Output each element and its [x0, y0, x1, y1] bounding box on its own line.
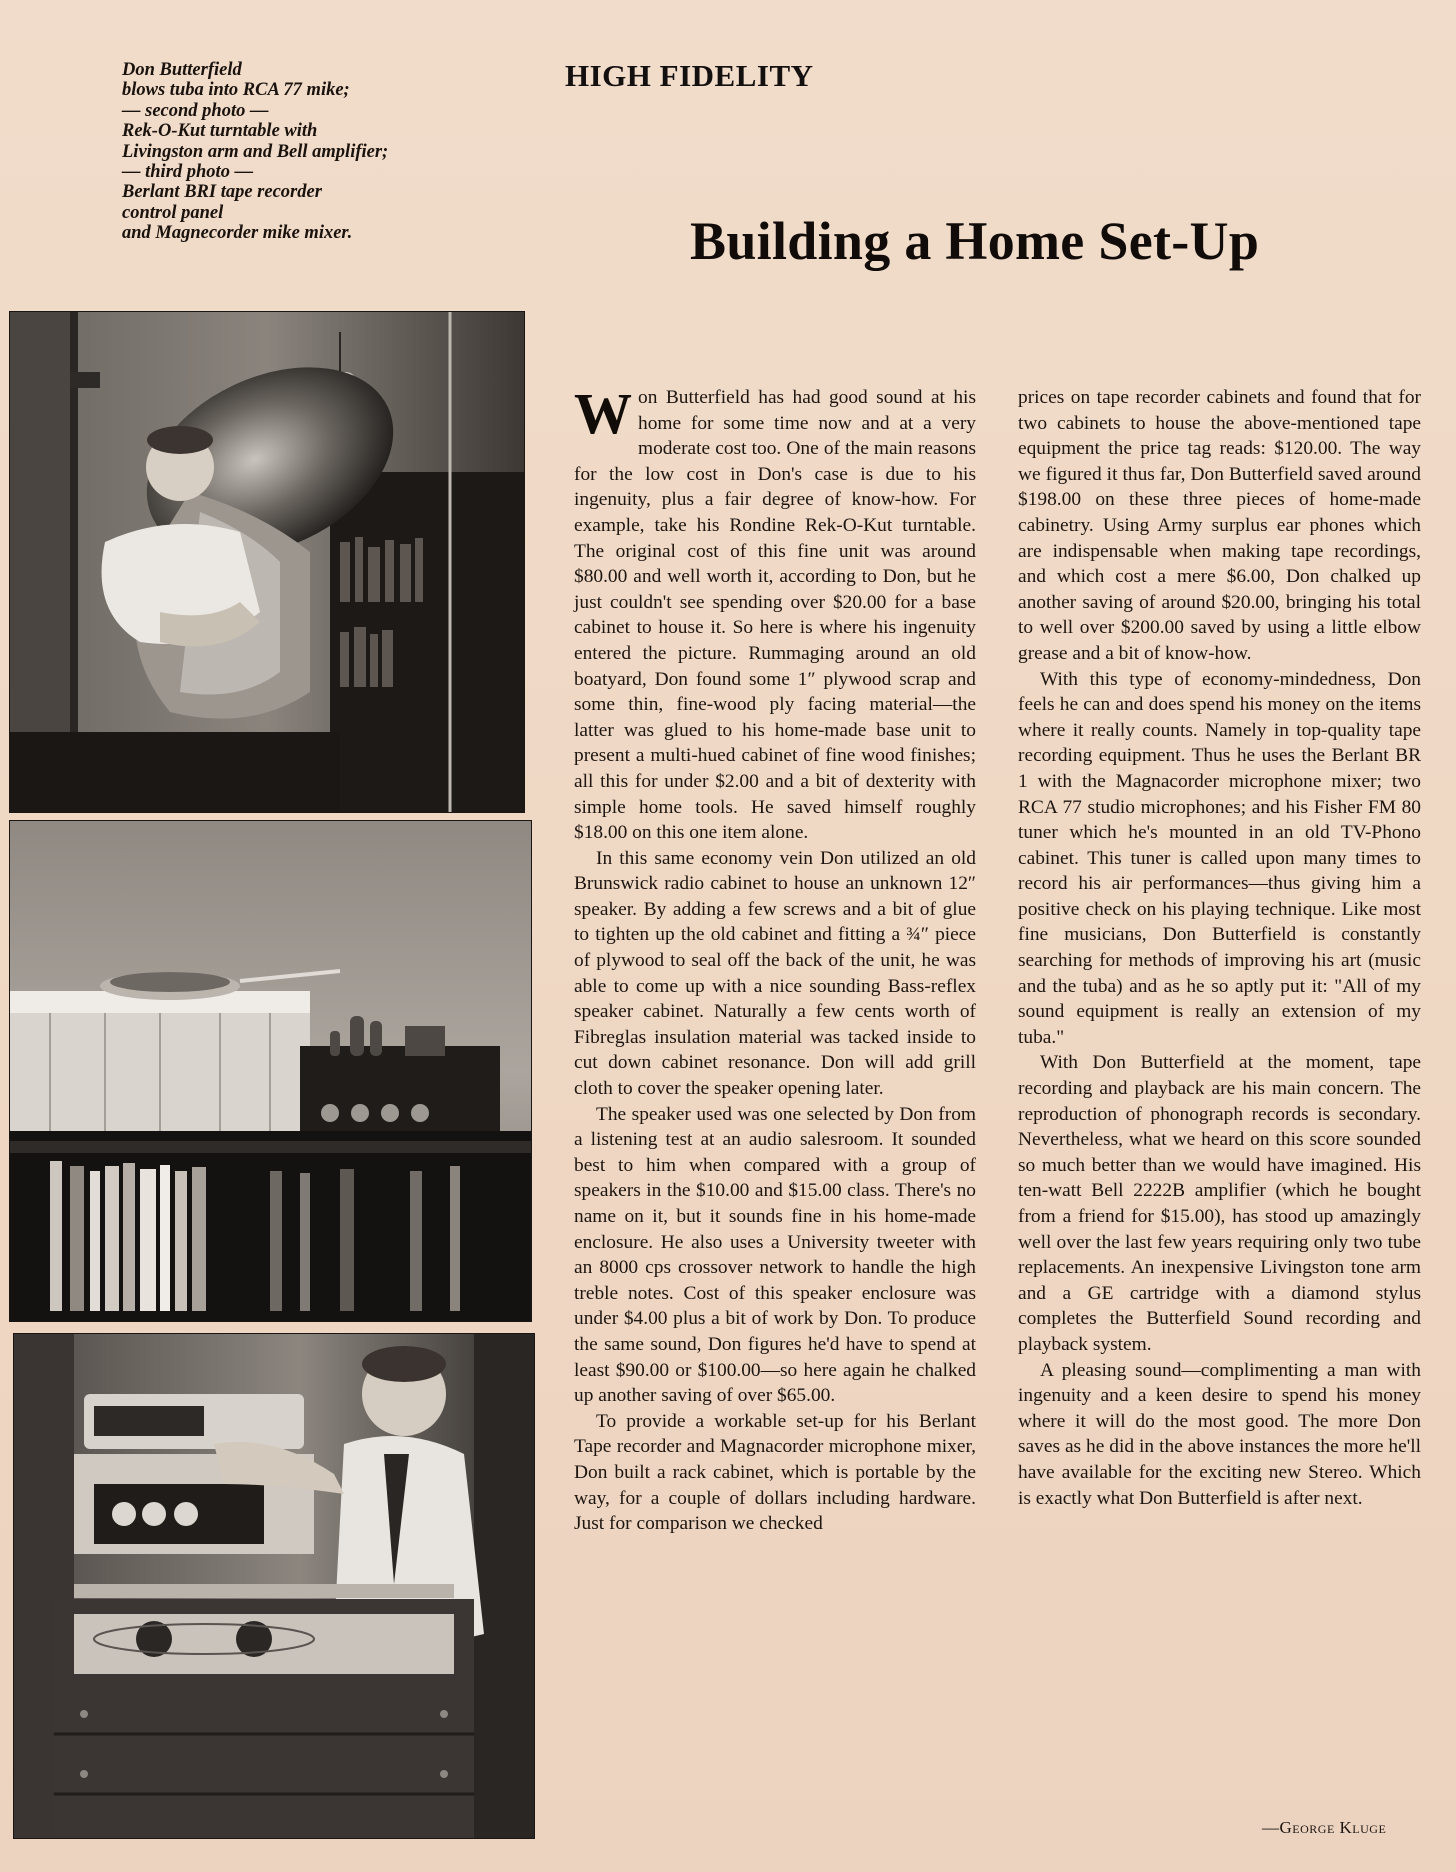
article-paragraph: A pleasing sound—complimenting a man with ingenuity and a keen desire to spend his money where it will do the most good. The more Don saves as he did in the above instances the more he'll have available for the exciting new Stereo. Which is exactly what Don Butterfield is after next. — [1018, 1359, 1421, 1509]
photo-caption — [122, 60, 522, 244]
article-column-1 — [574, 381, 976, 1537]
article-title: Building a Home Set-Up — [690, 211, 1260, 271]
article-paragraph: With this type of economy-mindedness, Don feels he can and does spend his money on the items where it really counts. Namely in top-quality tape recording equipment. Thus he uses the Berlant BR 1 with the Magnacorder microphone mixer; two RCA 77 studio microphones; and his Fisher FM 80 tuner which he's mounted in an old TV-Phono cabinet. This tuner is called upon many times to record his air performances—thus giving him a positive check on his playing technique. Like most fine musicians, Don Butterfield is constantly searching for methods of improving his art (music and the tuba) and as he so aptly put it: "All of my sound equipment is really an extension of my tuba." — [1018, 668, 1421, 1048]
caption-line: control panel — [122, 202, 224, 223]
caption-line: blows tuba into RCA 77 mike; — [122, 80, 350, 101]
photo-tuba-player — [9, 311, 525, 813]
article-paragraph: The speaker used was one selected by Don from a listening test at an audio salesroom. It sounded best to him when compared with a group of speakers in the $10.00 and $15.00 class. There's no name on it, but it sounds fine in his home-made enclosure. He also uses a University tweeter with an 8000 cps crossover network to handle the high treble notes. Cost of this speaker enclosure was under $4.00 plus a bit of work by Don. To produce the same sound, Don figures he'd have to spend at least $90.00 or $100.00—so here again he chalked up another saving of over $65.00. — [574, 1103, 976, 1407]
caption-line: Rek-O-Kut turntable with — [122, 121, 318, 142]
article-paragraph — [574, 381, 976, 846]
article-column-2 — [1018, 385, 1421, 1511]
photo-tape-recorder-mixer — [13, 1333, 535, 1839]
author-byline: —George Kluge — [1262, 1818, 1387, 1837]
caption-line: Don Butterfield — [122, 60, 242, 80]
caption-line: — second photo — — [122, 100, 269, 121]
caption-line: Livingston arm and Bell amplifier; — [122, 141, 389, 162]
photo-turntable-amplifier — [9, 820, 532, 1322]
caption-line: and Magnecorder mike mixer. — [122, 223, 353, 244]
article-paragraph: To provide a workable set-up for his Berlant Tape recorder and Magnacorder microphone mixer, Don built a rack cabinet, which is portable by the way, for a couple of dollars including hardware. Just for comparison we checked — [574, 1410, 976, 1535]
caption-line: — third photo — — [122, 162, 254, 183]
article-paragraph: In this same economy vein Don utilized an old Brunswick radio cabinet to house an unknown 12″ speaker. By adding a few screws and a bit of glue to tighten up the old cabinet and fitting a ¾″ piece of plywood to seal off the back of the unit, he was able to come up with a nice sounding Bass-reflex speaker cabinet. Naturally a few cents worth of Fibreglas insulation material was tacked inside to cut down cabinet resonance. Don will add grill cloth to cover the speaker opening later. — [574, 847, 976, 1100]
article-paragraph: prices on tape recorder cabinets and found that for two cabinets to house the above-mentioned tape equipment the price tag reads: $120.00. The way we figured it thus far, Don Butterfield saved around $198.00 on these three pieces of home-made cabinetry. Using Army surplus ear phones which are indispensable when making tape recordings, and which cost a mere $6.00, Don chalked up another saving of around $20.00, bringing his total to well over $200.00 saved by using a little elbow grease and a bit of know-how. — [1018, 387, 1421, 664]
drop-cap: W — [574, 381, 632, 446]
article-paragraph: With Don Butterfield at the moment, tape recording and playback are his main concern. The reproduction of phonograph records is secondary. Nevertheless, what we heard on this score sounded so much better than we would have imagined. His ten-watt Bell 2222B amplifier (which he bought from a friend for $15.00), has stood up amazingly well over the last few years requiring only two tube replacements. An inexpensive Livingston tone arm and a GE cartridge with a diamond stylus completes the Butterfield Sound recording and playback system. — [1018, 1052, 1421, 1355]
section-heading: HIGH FIDELITY — [565, 58, 814, 93]
caption-line: Berlant BRI tape recorder — [122, 182, 322, 203]
paragraph-text: on Butterfield has had good sound at his home for some time now and at a very moderate cost too. One of the main reasons for the low cost in Don's case is due to his ingenuity, plus a fair degree of know-how. For example, take his Rondine Rek-O-Kut turntable. The original cost of this fine unit was around $80.00 and well worth it, according to Don, but he just couldn't see spending over $20.00 for a base cabinet to house it. So here is where his ingenuity entered the picture. Rummaging around an old boatyard, Don found some 1″ plywood scrap and some thin, fine-wood ply facing material—the latter was glued to his home-made base unit to present a multi-hued cabinet of fine wood finishes; all this for under $2.00 and a bit of dexterity with simple home tools. He saved himself roughly $18.00 on this one item alone. — [574, 387, 976, 844]
